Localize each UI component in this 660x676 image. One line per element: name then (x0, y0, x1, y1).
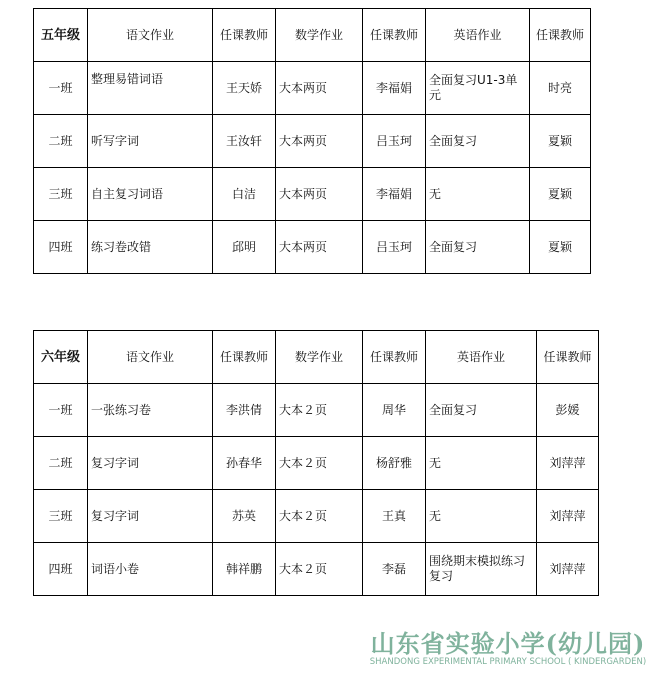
header-teacher: 任课教师 (213, 331, 276, 384)
english-homework-cell: 无 (426, 168, 530, 221)
math-homework-cell: 大本２页 (276, 543, 363, 596)
class-cell: 二班 (34, 437, 88, 490)
teacher-cell: 刘萍萍 (537, 543, 599, 596)
teacher-cell: 夏颖 (530, 221, 591, 274)
english-homework-cell: 无 (426, 437, 537, 490)
english-homework-cell: 全面复习 (426, 115, 530, 168)
teacher-cell: 王汝轩 (213, 115, 276, 168)
teacher-cell: 邱明 (213, 221, 276, 274)
english-homework-cell: 无 (426, 490, 537, 543)
header-math-homework: 数学作业 (276, 9, 363, 62)
teacher-cell: 李磊 (363, 543, 426, 596)
english-homework-cell: 全面复习 (426, 221, 530, 274)
teacher-cell: 孙春华 (213, 437, 276, 490)
class-cell: 一班 (34, 62, 88, 115)
teacher-cell: 吕玉珂 (363, 221, 426, 274)
class-cell: 三班 (34, 490, 88, 543)
grade6-homework-table (33, 330, 599, 596)
table-row (34, 490, 599, 543)
teacher-cell: 夏颖 (530, 168, 591, 221)
table-row (34, 221, 591, 274)
math-homework-cell: 大本两页 (276, 168, 363, 221)
grade-label: 五年级 (34, 9, 88, 62)
header-teacher: 任课教师 (363, 331, 426, 384)
teacher-cell: 刘萍萍 (537, 437, 599, 490)
chinese-homework-cell: 整理易错词语 (88, 62, 213, 115)
chinese-homework-cell: 练习卷改错 (88, 221, 213, 274)
teacher-cell: 李洪倩 (213, 384, 276, 437)
english-homework-cell: 围绕期末模拟练习复习 (426, 543, 537, 596)
table-row (34, 437, 599, 490)
math-homework-cell: 大本２页 (276, 490, 363, 543)
table-header-row (34, 331, 599, 384)
english-homework-cell: 全面复习 (426, 384, 537, 437)
header-english-homework: 英语作业 (426, 9, 530, 62)
teacher-cell: 刘萍萍 (537, 490, 599, 543)
school-name-english: SHANDONG EXPERIMENTAL PRIMARY SCHOOL ( KINDERGARDEN) (369, 657, 647, 667)
math-homework-cell: 大本２页 (276, 437, 363, 490)
chinese-homework-cell: 一张练习卷 (88, 384, 213, 437)
teacher-cell: 彭媛 (537, 384, 599, 437)
chinese-homework-cell: 复习字词 (88, 437, 213, 490)
header-math-homework: 数学作业 (276, 331, 363, 384)
teacher-cell: 王真 (363, 490, 426, 543)
header-teacher: 任课教师 (537, 331, 599, 384)
class-cell: 三班 (34, 168, 88, 221)
teacher-cell: 李福娟 (363, 62, 426, 115)
header-english-homework: 英语作业 (426, 331, 537, 384)
header-teacher: 任课教师 (213, 9, 276, 62)
table-row (34, 62, 591, 115)
math-homework-cell: 大本两页 (276, 115, 363, 168)
table-header-row (34, 9, 591, 62)
teacher-cell: 白洁 (213, 168, 276, 221)
teacher-cell: 杨舒雅 (363, 437, 426, 490)
teacher-cell: 时亮 (530, 62, 591, 115)
teacher-cell: 吕玉珂 (363, 115, 426, 168)
chinese-homework-cell: 自主复习词语 (88, 168, 213, 221)
teacher-cell: 王天娇 (213, 62, 276, 115)
class-cell: 四班 (34, 221, 88, 274)
grade5-homework-table (33, 8, 591, 274)
chinese-homework-cell: 词语小卷 (88, 543, 213, 596)
table-row (34, 168, 591, 221)
math-homework-cell: 大本两页 (276, 62, 363, 115)
math-homework-cell: 大本２页 (276, 384, 363, 437)
school-name-chinese: 山东省实验小学(幼儿园) (370, 629, 646, 658)
header-chinese-homework: 语文作业 (88, 9, 213, 62)
class-cell: 一班 (34, 384, 88, 437)
teacher-cell: 苏英 (213, 490, 276, 543)
class-cell: 四班 (34, 543, 88, 596)
teacher-cell: 夏颖 (530, 115, 591, 168)
header-chinese-homework: 语文作业 (88, 331, 213, 384)
math-homework-cell: 大本两页 (276, 221, 363, 274)
class-cell: 二班 (34, 115, 88, 168)
teacher-cell: 韩祥鹏 (213, 543, 276, 596)
table-row (34, 384, 599, 437)
school-logo (360, 624, 656, 672)
teacher-cell: 李福娟 (363, 168, 426, 221)
table-row (34, 115, 591, 168)
teacher-cell: 周华 (363, 384, 426, 437)
grade-label: 六年级 (34, 331, 88, 384)
header-teacher: 任课教师 (363, 9, 426, 62)
table-row (34, 543, 599, 596)
english-homework-cell: 全面复习U1-3单元 (426, 62, 530, 115)
header-teacher: 任课教师 (530, 9, 591, 62)
chinese-homework-cell: 听写字词 (88, 115, 213, 168)
chinese-homework-cell: 复习字词 (88, 490, 213, 543)
